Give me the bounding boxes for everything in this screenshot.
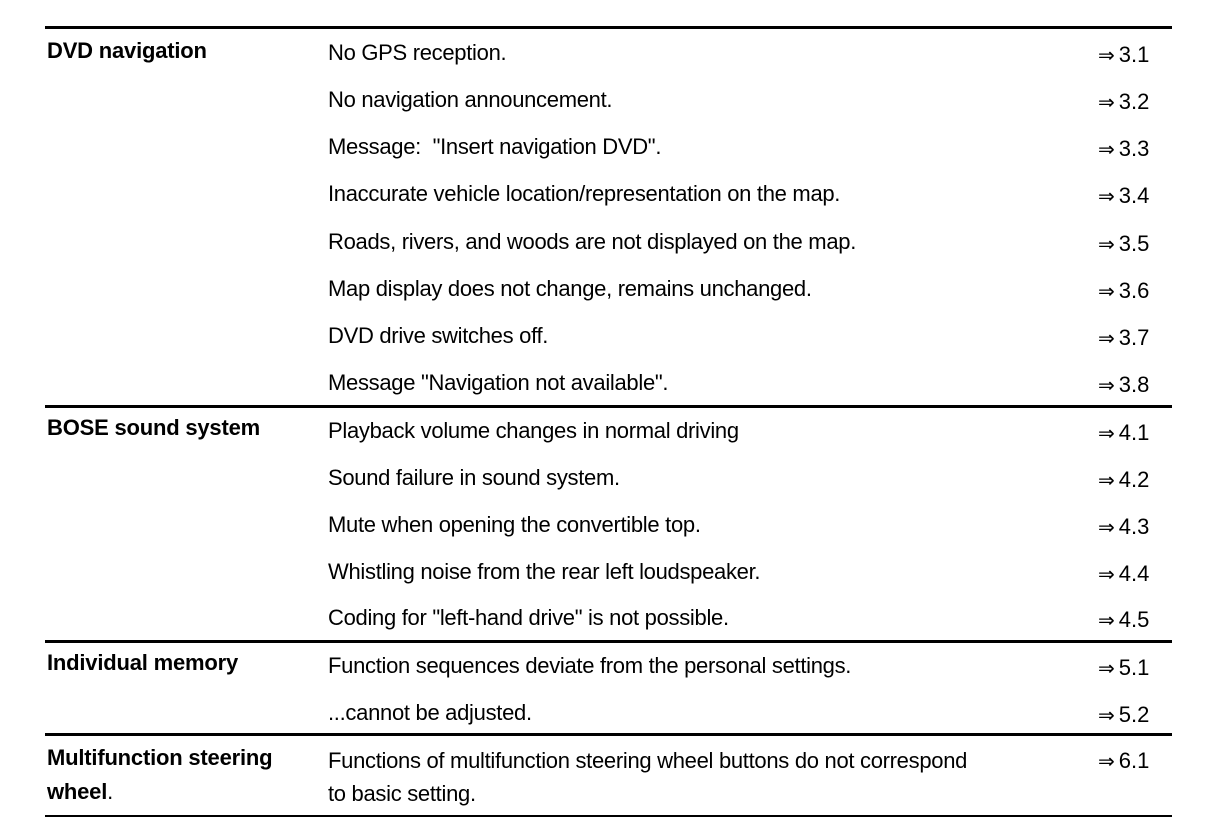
reference-number: 4.4 xyxy=(1118,561,1150,586)
category-individual-memory: Individual memory xyxy=(47,650,238,675)
reference xyxy=(1098,321,1178,355)
reference-number: 3.8 xyxy=(1118,372,1150,397)
implies-arrow-icon: ⇒ xyxy=(1098,90,1115,114)
symptom-text: Map display does not change, remains unchanged. xyxy=(328,276,812,301)
symptom-text-line-2: to basic setting. xyxy=(328,781,476,806)
reference-number: 3.7 xyxy=(1118,325,1150,350)
implies-arrow-icon: ⇒ xyxy=(1098,43,1115,67)
implies-arrow-icon: ⇒ xyxy=(1098,515,1115,539)
implies-arrow-icon: ⇒ xyxy=(1098,562,1115,586)
section-divider xyxy=(45,405,1172,408)
reference xyxy=(1098,603,1178,637)
reference xyxy=(1098,85,1178,119)
symptom-text: Inaccurate vehicle location/representation on the map. xyxy=(328,181,841,206)
symptom-text: Function sequences deviate from the personal settings. xyxy=(328,653,852,678)
symptom-text: Playback volume changes in normal driving xyxy=(328,418,739,443)
symptom-text: Message "Navigation not available". xyxy=(328,370,669,395)
section-divider xyxy=(45,733,1172,736)
reference xyxy=(1098,368,1178,402)
reference xyxy=(1098,416,1178,450)
implies-arrow-icon: ⇒ xyxy=(1098,608,1115,632)
section-divider xyxy=(45,640,1172,643)
implies-arrow-icon: ⇒ xyxy=(1098,232,1115,256)
reference-number: 4.2 xyxy=(1118,467,1150,492)
symptom-text: No GPS reception. xyxy=(328,40,507,65)
reference-number: 3.3 xyxy=(1118,136,1150,161)
symptom-text: Message: "Insert navigation DVD". xyxy=(328,134,662,159)
symptom-text: Coding for "left-hand drive" is not possible. xyxy=(328,605,729,630)
category-line-1: Multifunction steering xyxy=(47,745,273,770)
reference xyxy=(1098,698,1178,732)
reference xyxy=(1098,38,1178,72)
implies-arrow-icon: ⇒ xyxy=(1098,184,1115,208)
reference xyxy=(1098,463,1178,497)
implies-arrow-icon: ⇒ xyxy=(1098,703,1115,727)
reference xyxy=(1098,651,1178,685)
symptom-text: ...cannot be adjusted. xyxy=(328,700,532,725)
category-line-2 xyxy=(47,775,317,809)
reference-number: 4.5 xyxy=(1118,607,1150,632)
reference-number: 5.2 xyxy=(1118,702,1150,727)
reference-number: 3.2 xyxy=(1118,89,1150,114)
symptom-text: Mute when opening the convertible top. xyxy=(328,512,701,537)
category-period: . xyxy=(107,779,114,804)
reference-number: 3.1 xyxy=(1118,42,1150,67)
reference-number: 5.1 xyxy=(1118,655,1150,680)
reference xyxy=(1098,179,1178,213)
category-multifunction-steering-wheel xyxy=(47,741,317,809)
reference xyxy=(1098,744,1178,778)
reference xyxy=(1098,274,1178,308)
symptom-text xyxy=(328,744,1088,810)
reference xyxy=(1098,557,1178,591)
reference-number: 3.4 xyxy=(1118,183,1150,208)
implies-arrow-icon: ⇒ xyxy=(1098,137,1115,161)
reference-number: 4.1 xyxy=(1118,420,1150,445)
implies-arrow-icon: ⇒ xyxy=(1098,421,1115,445)
reference xyxy=(1098,227,1178,261)
implies-arrow-icon: ⇒ xyxy=(1098,373,1115,397)
implies-arrow-icon: ⇒ xyxy=(1098,468,1115,492)
reference-number: 4.3 xyxy=(1118,514,1150,539)
reference-number: 3.5 xyxy=(1118,231,1150,256)
reference xyxy=(1098,132,1178,166)
category-dvd-navigation: DVD navigation xyxy=(47,38,207,63)
implies-arrow-icon: ⇒ xyxy=(1098,279,1115,303)
table-top-rule xyxy=(45,26,1172,29)
implies-arrow-icon: ⇒ xyxy=(1098,749,1115,773)
reference-number: 3.6 xyxy=(1118,278,1150,303)
symptom-text-line-1: Functions of multifunction steering wheel buttons do not correspond xyxy=(328,748,968,773)
category-bose-sound-system: BOSE sound system xyxy=(47,415,260,440)
reference-number: 6.1 xyxy=(1118,748,1150,773)
implies-arrow-icon: ⇒ xyxy=(1098,326,1115,350)
symptom-text: Sound failure in sound system. xyxy=(328,465,620,490)
symptom-text: DVD drive switches off. xyxy=(328,323,549,348)
symptom-text: Roads, rivers, and woods are not displayed on the map. xyxy=(328,229,856,254)
table-bottom-rule xyxy=(45,815,1172,817)
symptom-text: No navigation announcement. xyxy=(328,87,613,112)
reference xyxy=(1098,510,1178,544)
symptom-text: Whistling noise from the rear left loudspeaker. xyxy=(328,559,761,584)
implies-arrow-icon: ⇒ xyxy=(1098,656,1115,680)
category-line-2-text: wheel xyxy=(47,779,108,804)
